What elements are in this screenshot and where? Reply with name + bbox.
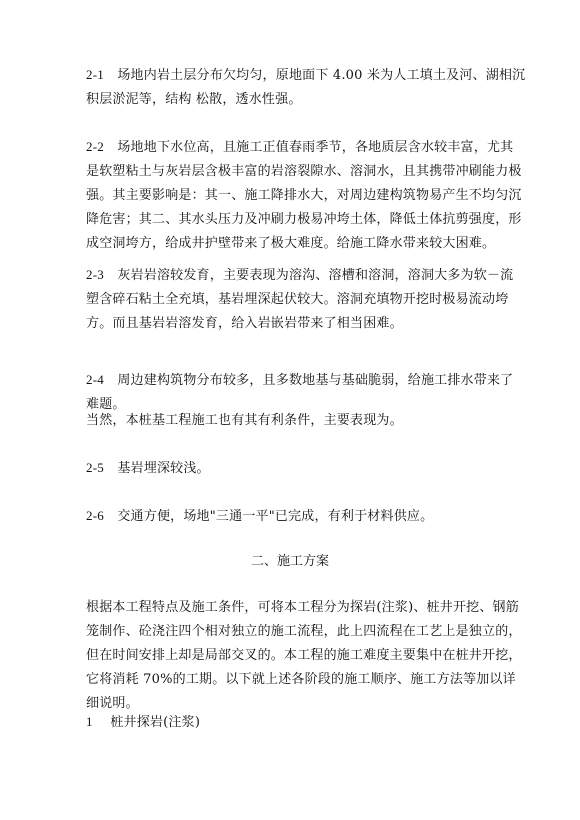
section-number: 2-2 — [86, 139, 104, 154]
section-text: 灰岩岩溶较发育，主要表现为溶沟、溶槽和溶洞，溶洞大多为软－流塑含碎石粘土全充填，基岩埋深起伏较大。溶洞充填物开挖时极易流动垮方。而且基岩岩溶发育，给入岩嵌岩带来了相当困难。 — [86, 268, 514, 331]
section-number: 2-5 — [86, 460, 104, 475]
section-text: 基岩埋深较浅。 — [117, 461, 210, 476]
section-2-5 — [86, 456, 526, 481]
section-2-3 — [86, 263, 526, 336]
subsection-1 — [86, 710, 526, 735]
section-2-2 — [86, 135, 526, 256]
subsection-number: 1 — [86, 714, 93, 729]
construction-plan-intro — [86, 596, 526, 716]
section-number: 2-6 — [86, 508, 104, 523]
section-2-1 — [86, 63, 526, 112]
section-2-6 — [86, 504, 526, 529]
section-number: 2-3 — [86, 267, 104, 282]
section-heading: 二、施工方案 — [250, 554, 329, 569]
section-number: 2-4 — [86, 372, 104, 387]
section-text: 当然，本桩基工程施工也有其有利条件，主要表现为。 — [86, 413, 403, 428]
section-text: 根据本工程特点及施工条件，可将本工程分为探岩(注浆)、桩井开挖、钢筋笼制作、砼浇注四个相对独立的施工流程，此上四流程在工艺上是独立的，但在时间安排上却是局部交叉的。本工程的施工难度主要集中在桩井开挖，它将消耗 70%的工期。以下就上述各阶段的施工顺序、施工方法等加以详细说明。 — [86, 600, 522, 711]
section-number: 2-1 — [86, 67, 104, 82]
section-text: 场地地下水位高，且施工正值春雨季节，各地质层含水较丰富，尤其是软塑粘土与灰岩层含极丰富的岩溶裂隙水、溶洞水，且其携带冲刷能力极强。其主要影响是：其一、施工降排水大，对周边建构筑物易产生不均匀沉降危害；其二、其水头压力及冲刷力极易冲垮土体，降低土体抗剪强度，形成空洞垮方，给成井护壁带来了极大难度。给施工降水带来较大困难。 — [86, 140, 522, 251]
section-text: 场地内岩土层分布欠均匀，原地面下 4.00 米为人工填土及河、湖相沉积层淤泥等，结构 松散，透水性强。 — [86, 68, 526, 107]
subsection-title: 桩井探岩(注浆) — [110, 715, 201, 730]
section-text: 交通方便，场地"三通一平"已完成，有利于材料供应。 — [117, 509, 434, 524]
favorable-conditions-intro — [86, 409, 526, 433]
section-text: 周边建构筑物分布较多，且多数地基与基础脆弱，给施工排水带来了难题。 — [86, 373, 514, 412]
